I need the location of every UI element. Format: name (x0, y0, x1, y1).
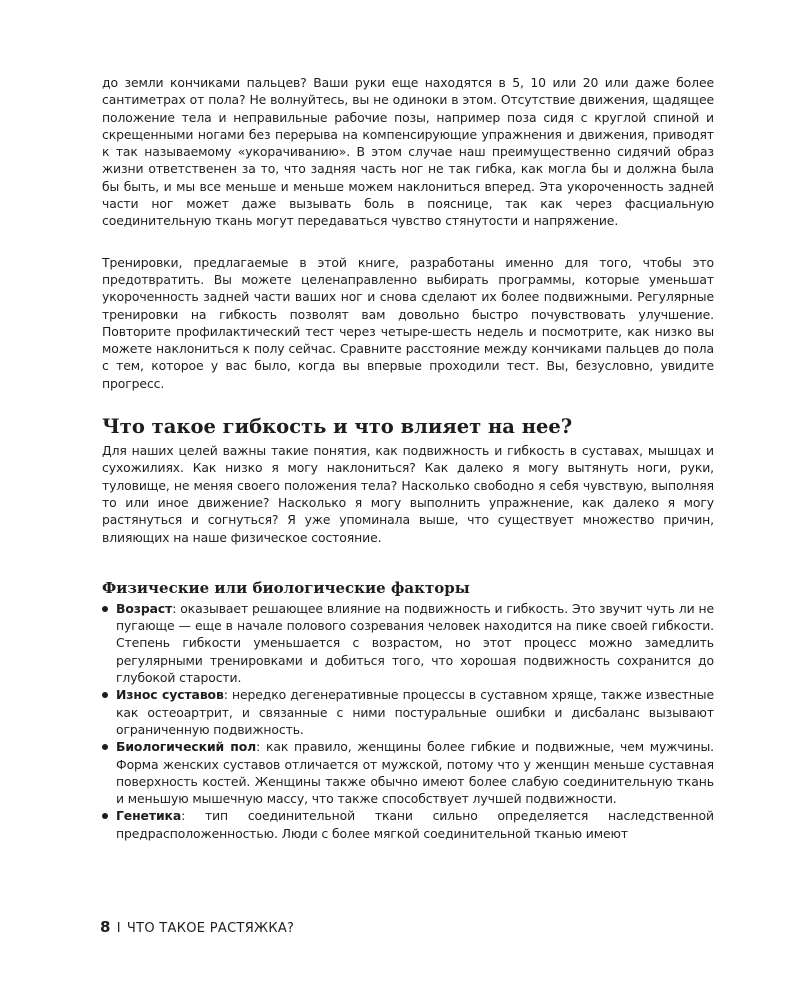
list-item-text: : тип соединительной ткани сильно определяется наследственной предрасположенностью. Люди с более мягкой соединительной тканью имеют (116, 808, 714, 841)
list-item-term: Износ суставов (116, 687, 224, 703)
bullet-icon (102, 744, 108, 750)
paragraph-flexibility: Для наших целей важны такие понятия, как подвижность и гибкость в суставах, мышцах и сухожилиях. Как низко я могу наклониться? Как далеко я могу вытянуть ноги, руки, туловище, не меняя своего положения тела? Насколько свободно я себя чувствую, выполняя то или иное движение? Насколько я могу выполнить упражнение, как далеко я могу растянуться и согнуться? Я уже упоминала выше, что существует множество причин, влияющих на наше физическое состояние. (102, 443, 714, 545)
list-item (102, 686, 714, 738)
section-heading: Что такое гибкость и что влияет на нее? (102, 415, 573, 439)
paragraph-intro: до земли кончиками пальцев? Ваши руки еще находятся в 5, 10 или 20 или даже более сантиметрах от пола? Не волнуйтесь, вы не одиноки в этом. Отсутствие движения, щадящее положение тела и неправильные рабочие позы, например поза сидя с круглой спиной и скрещенными ногами без перерыва на компенсирующие упражнения и движения, приводят к так называемому «укорачиванию». В этом случае наш преимущественно сидячий образ жизни ответственен за то, что задняя часть ног не так гибка, как могла бы и должна была бы быть, и мы все меньше и меньше можем наклониться вперед. Эта укороченность задней части ног может даже вызывать боль в пояснице, так как через фасциальную соединительную ткань могут передаваться чувство стянутости и напряжение. (102, 75, 714, 229)
list-item-text: : оказывает решающее влияние на подвижность и гибкость. Это звучит чуть ли не пугающе — еще в начале полового созревания человек находится на пике своей гибкости. Степень гибкости уменьшается с возрастом, но этот процесс можно замедлить регулярными тренировками и добиться того, что хорошая подвижность сохранится до глубокой старости. (116, 600, 714, 686)
list-item-term: Возраст (116, 600, 173, 616)
list-item-term: Биологический пол (116, 739, 257, 755)
list-item-text: : нередко дегенеративные процессы в суставном хряще, также известные как остеоартрит, и связанные с ними постуральные ошибки и дисбаланс вызывают ограниченную подвижность. (116, 687, 714, 737)
list-item (102, 600, 714, 686)
page-content (102, 74, 714, 842)
page-footer (100, 918, 294, 938)
bullet-icon (102, 813, 108, 819)
factor-list (102, 600, 714, 842)
list-item-text: : как правило, женщины более гибкие и подвижные, чем мужчины. Форма женских суставов отличается от мужской, потому что у женщин меньше суставная поверхность костей. Женщины также обычно имеют более слабую соединительную ткань и меньшую мышечную массу, что также способствует лучшей подвижности. (116, 739, 714, 807)
bullet-icon (102, 606, 108, 612)
footer-separator: I (116, 921, 121, 936)
list-item (102, 807, 714, 842)
subsection-heading: Физические или биологические факторы (102, 578, 470, 597)
list-item-term: Генетика (116, 808, 182, 824)
list-item (102, 738, 714, 807)
bullet-icon (102, 692, 108, 698)
paragraph-training: Тренировки, предлагаемые в этой книге, разработаны именно для того, чтобы это предотвратить. Вы можете целенаправленно выбирать программы, которые уменьшат укороченность задней части ваших ног и снова сделают их более подвижными. Регулярные тренировки на гибкость позволят вам довольно быстро почувствовать улучшение. Повторите профилактический тест через четыре-шесть недель и посмотрите, как низко вы можете наклониться к полу сейчас. Сравните расстояние между кончиками пальцев до пола с тем, которое у вас было, когда вы впервые проходили тест. Вы, безусловно, увидите прогресс. (102, 254, 714, 391)
chapter-title: ЧТО ТАКОЕ РАСТЯЖКА? (126, 921, 295, 936)
page-number: 8 (100, 918, 111, 936)
